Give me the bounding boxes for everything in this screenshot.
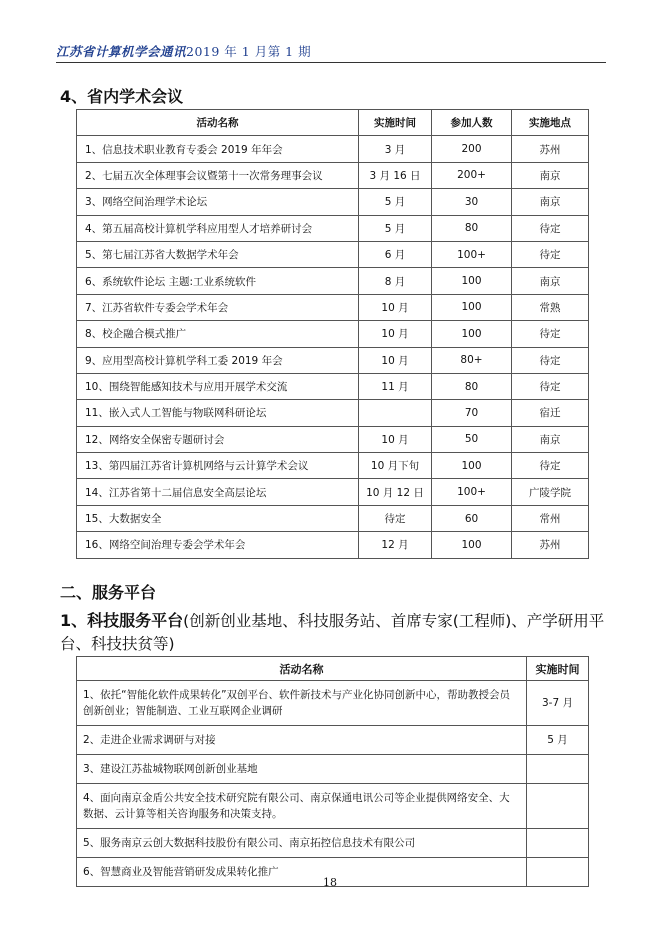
col-header-time: 实施时间: [527, 657, 589, 681]
cell-location: 待定: [512, 321, 589, 347]
col-header-time: 实施时间: [359, 110, 432, 136]
cell-time: 3-7 月: [527, 681, 589, 726]
section-heading-service-platform: 二、服务平台: [60, 583, 157, 602]
table-row: [77, 755, 589, 784]
cell-activity: 5、服务南京云创大数据科技股份有限公司、南京拓控信息技术有限公司: [77, 829, 527, 858]
cell-activity: 6、系统软件论坛 主题:工业系统软件: [77, 268, 359, 294]
table-row: [77, 726, 589, 755]
cell-time: 12 月: [359, 532, 432, 558]
cell-attendees: 200+: [432, 162, 512, 188]
col-header-activity: 活动名称: [77, 110, 359, 136]
cell-activity: 1、依托“智能化软件成果转化”双创平台、软件新技术与产业化协同创新中心，帮助教授会员创新创业；智能制造、工业互联网企业调研: [77, 681, 527, 726]
col-header-location: 实施地点: [512, 110, 589, 136]
table-row: [77, 241, 589, 267]
cell-attendees: 50: [432, 426, 512, 452]
conference-table: [76, 109, 589, 559]
cell-time: 5 月: [359, 215, 432, 241]
cell-location: 广陵学院: [512, 479, 589, 505]
table-header-row: [77, 110, 589, 136]
col-header-attendees: 参加人数: [432, 110, 512, 136]
table-row: [77, 453, 589, 479]
cell-activity: 10、围绕智能感知技术与应用开展学术交流: [77, 373, 359, 399]
cell-time: 10 月下旬: [359, 453, 432, 479]
cell-location: 宿迁: [512, 400, 589, 426]
cell-activity: 5、第七届江苏省大数据学术年会: [77, 241, 359, 267]
cell-time: 8 月: [359, 268, 432, 294]
table-row: [77, 162, 589, 188]
cell-activity: 11、嵌入式人工智能与物联网科研论坛: [77, 400, 359, 426]
subsection-heading: [60, 609, 615, 656]
cell-location: 苏州: [512, 532, 589, 558]
table-row: [77, 347, 589, 373]
cell-activity: 16、网络空间治理专委会学术年会: [77, 532, 359, 558]
cell-time: 10 月: [359, 347, 432, 373]
header-issue: 2019 年 1 月第 1 期: [186, 44, 312, 59]
table-row: [77, 321, 589, 347]
table-row: [77, 532, 589, 558]
cell-attendees: 100: [432, 321, 512, 347]
table-row: [77, 784, 589, 829]
header-title: 江苏省计算机学会通讯: [56, 44, 187, 59]
cell-activity: 4、第五届高校计算机学科应用型人才培养研讨会: [77, 215, 359, 241]
cell-activity: 8、校企融合模式推广: [77, 321, 359, 347]
cell-activity: 12、网络安全保密专题研讨会: [77, 426, 359, 452]
cell-time: [527, 755, 589, 784]
cell-activity: 7、江苏省软件专委会学术年会: [77, 294, 359, 320]
cell-attendees: 100: [432, 453, 512, 479]
subsection-title-rest: (创新创业基地、科技服务站、首席专家(工程师)、产学研用平台、科技扶贫等): [60, 612, 605, 653]
subsection-title-bold: 1、科技服务平台: [60, 611, 184, 630]
cell-attendees: 100+: [432, 479, 512, 505]
cell-time: 3 月 16 日: [359, 162, 432, 188]
cell-activity: 3、建设江苏盐城物联网创新创业基地: [77, 755, 527, 784]
table-row: [77, 681, 589, 726]
cell-attendees: 70: [432, 400, 512, 426]
running-header: [56, 42, 606, 60]
cell-location: 苏州: [512, 136, 589, 162]
cell-location: 南京: [512, 268, 589, 294]
cell-activity: 6、智慧商业及智能营销研发成果转化推广: [77, 858, 527, 887]
cell-location: 待定: [512, 453, 589, 479]
cell-activity: 13、第四届江苏省计算机网络与云计算学术会议: [77, 453, 359, 479]
cell-time: 10 月: [359, 426, 432, 452]
cell-time: [359, 400, 432, 426]
table-row: [77, 505, 589, 531]
cell-location: 待定: [512, 347, 589, 373]
cell-location: 南京: [512, 189, 589, 215]
cell-attendees: 100: [432, 294, 512, 320]
table-row: [77, 426, 589, 452]
cell-location: 待定: [512, 215, 589, 241]
cell-attendees: 30: [432, 189, 512, 215]
cell-activity: 4、面向南京金盾公共安全技术研究院有限公司、南京保通电讯公司等企业提供网络安全、大数据、云计算等相关咨询服务和决策支持。: [77, 784, 527, 829]
header-divider: [56, 62, 606, 63]
cell-attendees: 60: [432, 505, 512, 531]
table-row: [77, 189, 589, 215]
table-row: [77, 400, 589, 426]
cell-time: 10 月 12 日: [359, 479, 432, 505]
cell-time: 6 月: [359, 241, 432, 267]
cell-activity: 1、信息技术职业教育专委会 2019 年年会: [77, 136, 359, 162]
table-row: [77, 294, 589, 320]
section-heading-conferences: 4、省内学术会议: [60, 87, 184, 106]
cell-activity: 2、七届五次全体理事会议暨第十一次常务理事会议: [77, 162, 359, 188]
cell-time: [527, 784, 589, 829]
cell-attendees: 80+: [432, 347, 512, 373]
table-row: [77, 479, 589, 505]
service-table: [76, 656, 589, 887]
cell-activity: 3、网络空间治理学术论坛: [77, 189, 359, 215]
cell-time: 10 月: [359, 321, 432, 347]
cell-attendees: 100+: [432, 241, 512, 267]
table-row: [77, 829, 589, 858]
cell-activity: 2、走进企业需求调研与对接: [77, 726, 527, 755]
cell-attendees: 200: [432, 136, 512, 162]
cell-time: 待定: [359, 505, 432, 531]
cell-location: 常熟: [512, 294, 589, 320]
table-row: [77, 215, 589, 241]
cell-location: 常州: [512, 505, 589, 531]
cell-time: 5 月: [527, 726, 589, 755]
cell-location: 南京: [512, 426, 589, 452]
col-header-activity: 活动名称: [77, 657, 527, 681]
cell-location: 南京: [512, 162, 589, 188]
table-row: [77, 268, 589, 294]
cell-attendees: 80: [432, 215, 512, 241]
table-row: [77, 373, 589, 399]
cell-attendees: 100: [432, 532, 512, 558]
cell-time: 3 月: [359, 136, 432, 162]
cell-activity: 14、江苏省第十二届信息安全高层论坛: [77, 479, 359, 505]
cell-time: 11 月: [359, 373, 432, 399]
cell-attendees: 80: [432, 373, 512, 399]
cell-activity: 15、大数据安全: [77, 505, 359, 531]
cell-attendees: 100: [432, 268, 512, 294]
cell-time: [527, 829, 589, 858]
page-number: 18: [323, 876, 337, 889]
cell-activity: 9、应用型高校计算机学科工委 2019 年会: [77, 347, 359, 373]
cell-time: 10 月: [359, 294, 432, 320]
table-header-row: [77, 657, 589, 681]
cell-time: 5 月: [359, 189, 432, 215]
table-row: [77, 136, 589, 162]
cell-location: 待定: [512, 373, 589, 399]
cell-location: 待定: [512, 241, 589, 267]
